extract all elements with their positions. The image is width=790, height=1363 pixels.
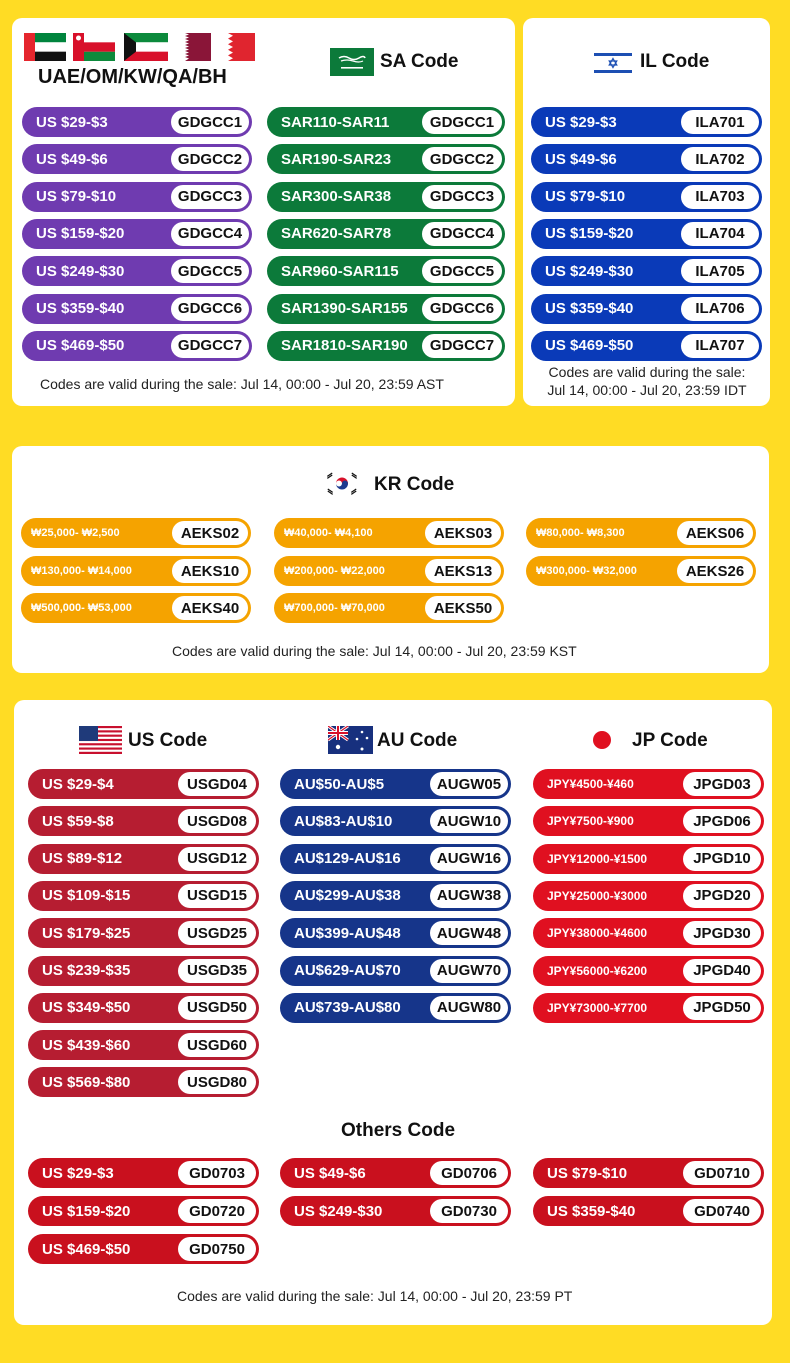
kr-coupon-code[interactable]: AEKS10 (172, 559, 248, 583)
gulf-coupon-code[interactable]: GDGCC1 (171, 110, 249, 134)
us-coupon-amount: US $179-$25 (42, 924, 131, 942)
gulf-coupon-amount: US $29-$3 (36, 113, 108, 131)
gulf-coupon-amount: US $359-$40 (36, 300, 125, 317)
gulf-coupon-code[interactable]: GDGCC4 (171, 222, 249, 246)
il-coupon-pill[interactable] (531, 144, 762, 174)
il-coupon-amount: US $29-$3 (545, 113, 617, 131)
sa-coupon-pill[interactable] (267, 294, 505, 324)
au-coupon-code[interactable]: AUGW05 (430, 772, 508, 796)
jp-coupon-pill[interactable] (533, 956, 764, 986)
bahrain-flag-icon (219, 33, 255, 61)
il-coupon-code[interactable]: ILA705 (681, 259, 759, 283)
us-coupon-pill[interactable] (28, 769, 259, 799)
us-coupon-code[interactable]: USGD08 (178, 809, 256, 833)
others-coupon-code[interactable]: GD0703 (178, 1161, 256, 1185)
us-coupon-code[interactable]: USGD04 (178, 772, 256, 796)
kr-coupon-pill[interactable] (274, 593, 504, 623)
il-validity-note (530, 363, 764, 399)
others-coupon-pill[interactable] (280, 1196, 511, 1226)
us-coupon-code[interactable]: USGD15 (178, 884, 256, 908)
us-coupon-pill[interactable] (28, 881, 259, 911)
kr-coupon-pill[interactable] (526, 518, 756, 548)
jp-coupon-pill[interactable] (533, 918, 764, 948)
us-coupon-pill[interactable] (28, 956, 259, 986)
il-coupon-pill[interactable] (531, 182, 762, 212)
il-coupon-amount: US $469-$50 (545, 337, 634, 355)
others-coupon-amount: US $49-$6 (294, 1164, 366, 1182)
sa-coupon-pill[interactable] (267, 182, 505, 212)
gulf-coupon-code[interactable]: GDGCC7 (171, 334, 249, 358)
kr-coupon-pill[interactable] (21, 593, 251, 623)
others-coupon-amount: US $359-$40 (547, 1202, 636, 1220)
others-coupon-pill[interactable] (533, 1196, 764, 1226)
sa-coupon-amount: SAR960-SAR115 (281, 262, 399, 280)
kr-coupon-amount: ₩130,000- ₩14,000 (31, 565, 132, 577)
japan-flag-icon (592, 730, 612, 750)
jp-coupon-code[interactable]: JPGD03 (683, 772, 761, 796)
kr-coupon-amount: ₩40,000- ₩4,100 (284, 527, 373, 539)
others-coupon-pill[interactable] (28, 1196, 259, 1226)
gulf-coupon-amount: US $249-$30 (36, 262, 125, 280)
jp-coupon-amount: JPY¥73000-¥7700 (547, 1000, 648, 1015)
others-coupon-pill[interactable] (533, 1158, 764, 1188)
jp-coupon-code[interactable]: JPGD50 (683, 996, 761, 1020)
kr-coupon-pill[interactable] (274, 556, 504, 586)
jp-coupon-pill[interactable] (533, 844, 764, 874)
il-coupon-code[interactable]: ILA706 (681, 297, 759, 321)
au-coupon-pill[interactable] (280, 956, 511, 986)
us-coupon-amount: US $239-$35 (42, 962, 131, 979)
il-coupon-pill[interactable] (531, 107, 762, 137)
il-coupon-code[interactable]: ILA704 (681, 222, 759, 246)
saudi-flag-icon (330, 48, 374, 76)
kr-coupon-amount: ₩700,000- ₩70,000 (284, 602, 385, 614)
il-coupon-code[interactable]: ILA703 (681, 185, 759, 209)
others-coupon-pill[interactable] (28, 1234, 259, 1264)
sa-coupon-code[interactable]: GDGCC7 (422, 334, 502, 358)
gulf-coupon-pill[interactable] (22, 182, 252, 212)
gulf-coupon-code[interactable]: GDGCC2 (171, 147, 249, 171)
gulf-coupon-amount: US $469-$50 (36, 337, 125, 355)
gulf-coupon-pill[interactable] (22, 256, 252, 286)
us-coupon-code[interactable]: USGD12 (178, 847, 256, 871)
au-coupon-pill[interactable] (280, 881, 511, 911)
jp-coupon-pill[interactable] (533, 881, 764, 911)
gulf-title: UAE/OM/KW/QA/BH (38, 66, 227, 88)
us-coupon-code[interactable]: USGD50 (178, 996, 256, 1020)
jp-coupon-code[interactable]: JPGD06 (683, 809, 761, 833)
il-coupon-amount: US $159-$20 (545, 225, 634, 243)
il-coupon-code[interactable]: ILA707 (681, 334, 759, 358)
korea-flag-icon (323, 470, 361, 497)
kr-coupon-code[interactable]: AEKS06 (677, 521, 753, 545)
others-coupon-code[interactable]: GD0720 (178, 1199, 256, 1223)
others-coupon-code[interactable]: GD0730 (430, 1199, 508, 1223)
us-coupon-code[interactable]: USGD60 (178, 1033, 256, 1057)
gulf-coupon-code[interactable]: GDGCC5 (171, 259, 249, 283)
il-coupon-pill[interactable] (531, 219, 762, 249)
uae-flag-icon (24, 33, 66, 61)
jp-coupon-amount: JPY¥25000-¥3000 (547, 888, 648, 903)
sa-coupon-amount: SAR190-SAR23 (281, 150, 392, 168)
sa-coupon-code[interactable]: GDGCC5 (422, 259, 502, 283)
us-validity-note: Codes are valid during the sale: Jul 14, 00:00 - Jul 20, 23:59 PT (177, 1288, 573, 1304)
sa-coupon-code[interactable]: GDGCC1 (422, 110, 502, 134)
us-coupon-amount: US $569-$80 (42, 1073, 131, 1091)
sa-coupon-code[interactable]: GDGCC2 (422, 147, 502, 171)
kr-coupon-code[interactable]: AEKS13 (425, 559, 501, 583)
us-coupon-amount: US $439-$60 (42, 1036, 131, 1054)
us-coupon-code[interactable]: USGD80 (178, 1070, 256, 1094)
gulf-coupon-pill[interactable] (22, 219, 252, 249)
us-coupon-amount: US $59-$8 (42, 812, 114, 830)
jp-coupon-amount: JPY¥38000-¥4600 (547, 926, 648, 941)
gulf-coupon-code[interactable]: GDGCC6 (171, 297, 249, 321)
jp-coupon-amount: JPY¥12000-¥1500 (547, 851, 648, 866)
au-coupon-code[interactable]: AUGW80 (430, 996, 508, 1020)
us-coupon-pill[interactable] (28, 1067, 259, 1097)
others-coupon-code[interactable]: GD0750 (178, 1237, 256, 1261)
us-coupon-pill[interactable] (28, 918, 259, 948)
kr-coupon-amount: ₩200,000- ₩22,000 (284, 565, 385, 577)
others-coupon-amount: US $159-$20 (42, 1202, 131, 1220)
kr-coupon-code[interactable]: AEKS26 (677, 559, 753, 583)
jp-coupon-code[interactable]: JPGD40 (683, 959, 761, 983)
kr-coupon-amount: ₩300,000- ₩32,000 (536, 565, 637, 577)
usa-flag-icon (79, 726, 122, 754)
others-coupon-code[interactable]: GD0740 (683, 1199, 761, 1223)
sa-coupon-pill[interactable] (267, 107, 505, 137)
jp-coupon-code[interactable]: JPGD10 (683, 847, 761, 871)
au-title: AU Code (377, 730, 458, 751)
others-coupon-amount: US $79-$10 (547, 1164, 628, 1182)
gulf-validity-note: Codes are valid during the sale: Jul 14, 00:00 - Jul 20, 23:59 AST (40, 376, 444, 392)
jp-coupon-amount: JPY¥7500-¥900 (547, 814, 634, 829)
us-coupon-pill[interactable] (28, 844, 259, 874)
il-coupon-amount: US $249-$30 (545, 262, 634, 280)
au-coupon-pill[interactable] (280, 806, 511, 836)
others-coupon-code[interactable]: GD0706 (430, 1161, 508, 1185)
sa-coupon-code[interactable]: GDGCC4 (422, 222, 502, 246)
au-coupon-amount: AU$299-AU$38 (294, 887, 401, 905)
kr-coupon-pill[interactable] (21, 556, 251, 586)
jp-coupon-code[interactable]: JPGD30 (683, 921, 761, 945)
jp-title: JP Code (632, 730, 708, 751)
kr-coupon-pill[interactable] (21, 518, 251, 548)
us-coupon-code[interactable]: USGD25 (178, 921, 256, 945)
au-coupon-amount: AU$399-AU$48 (294, 924, 401, 942)
jp-coupon-amount: JPY¥4500-¥460 (547, 777, 634, 791)
au-coupon-code[interactable]: AUGW70 (430, 959, 508, 983)
kr-coupon-amount: ₩25,000- ₩2,500 (31, 527, 120, 539)
il-coupon-amount: US $79-$10 (545, 188, 626, 206)
il-coupon-pill[interactable] (531, 294, 762, 324)
au-coupon-pill[interactable] (280, 844, 511, 874)
kr-coupon-pill[interactable] (274, 518, 504, 548)
kr-coupon-code[interactable]: AEKS40 (172, 596, 248, 620)
kr-coupon-code[interactable]: AEKS02 (172, 521, 248, 545)
au-coupon-amount: AU$629-AU$70 (294, 962, 401, 979)
sa-coupon-pill[interactable] (267, 256, 505, 286)
jp-coupon-amount: JPY¥56000-¥6200 (547, 963, 648, 978)
sa-title: SA Code (380, 51, 459, 72)
au-coupon-code[interactable]: AUGW16 (430, 847, 508, 871)
gulf-coupon-pill[interactable] (22, 144, 252, 174)
au-coupon-code[interactable]: AUGW10 (430, 809, 508, 833)
sa-coupon-code[interactable]: GDGCC6 (422, 297, 502, 321)
others-coupon-amount: US $29-$3 (42, 1164, 114, 1182)
gulf-coupon-pill[interactable] (22, 107, 252, 137)
il-coupon-code[interactable]: ILA702 (681, 147, 759, 171)
sa-coupon-amount: SAR300-SAR38 (281, 188, 392, 206)
au-coupon-pill[interactable] (280, 918, 511, 948)
us-coupon-amount: US $29-$4 (42, 775, 114, 793)
jp-coupon-code[interactable]: JPGD20 (683, 884, 761, 908)
il-coupon-pill[interactable] (531, 331, 762, 361)
sa-coupon-pill[interactable] (267, 331, 505, 361)
il-note-line1: Codes are valid during the sale: (548, 364, 746, 380)
us-coupon-pill[interactable] (28, 806, 259, 836)
israel-flag-icon (594, 50, 632, 76)
jp-coupon-pill[interactable] (533, 993, 764, 1023)
gulf-coupon-amount: US $49-$6 (36, 150, 108, 168)
kr-validity-note: Codes are valid during the sale: Jul 14, 00:00 - Jul 20, 23:59 KST (172, 643, 577, 659)
kr-coupon-amount: ₩500,000- ₩53,000 (31, 602, 132, 614)
sa-coupon-pill[interactable] (267, 144, 505, 174)
others-title: Others Code (341, 1120, 456, 1141)
kr-coupon-code[interactable]: AEKS50 (425, 596, 501, 620)
kr-coupon-amount: ₩80,000- ₩8,300 (536, 527, 625, 539)
gulf-coupon-pill[interactable] (22, 294, 252, 324)
jp-coupon-pill[interactable] (533, 769, 764, 799)
sa-coupon-amount: SAR620-SAR78 (281, 225, 392, 243)
others-coupon-amount: US $249-$30 (294, 1202, 383, 1220)
au-coupon-amount: AU$129-AU$16 (294, 850, 401, 868)
australia-flag-icon (328, 726, 373, 754)
il-coupon-pill[interactable] (531, 256, 762, 286)
kr-coupon-code[interactable]: AEKS03 (425, 521, 501, 545)
il-coupon-amount: US $359-$40 (545, 300, 634, 317)
au-coupon-amount: AU$83-AU$10 (294, 812, 393, 830)
sa-coupon-pill[interactable] (267, 219, 505, 249)
au-coupon-amount: AU$50-AU$5 (294, 775, 385, 793)
il-coupon-amount: US $49-$6 (545, 150, 617, 168)
au-coupon-pill[interactable] (280, 993, 511, 1023)
au-coupon-amount: AU$739-AU$80 (294, 999, 401, 1017)
sa-coupon-code[interactable]: GDGCC3 (422, 185, 502, 209)
others-coupon-pill[interactable] (28, 1158, 259, 1188)
gulf-coupon-code[interactable]: GDGCC3 (171, 185, 249, 209)
us-coupon-amount: US $109-$15 (42, 887, 131, 905)
il-note-line2: Jul 14, 00:00 - Jul 20, 23:59 IDT (547, 382, 747, 398)
sa-coupon-amount: SAR110-SAR11 (281, 113, 390, 131)
us-coupon-amount: US $349-$50 (42, 999, 131, 1017)
il-coupon-code[interactable]: ILA701 (681, 110, 759, 134)
us-coupon-pill[interactable] (28, 1030, 259, 1060)
others-coupon-code[interactable]: GD0710 (683, 1161, 761, 1185)
sa-coupon-amount: SAR1810-SAR190 (281, 337, 408, 355)
kuwait-flag-icon (124, 33, 168, 61)
us-coupon-code[interactable]: USGD35 (178, 959, 256, 983)
us-title: US Code (128, 730, 208, 751)
oman-flag-icon (73, 33, 115, 61)
others-coupon-amount: US $469-$50 (42, 1240, 131, 1258)
au-coupon-code[interactable]: AUGW48 (430, 921, 508, 945)
au-coupon-code[interactable]: AUGW38 (430, 884, 508, 908)
jp-coupon-pill[interactable] (533, 806, 764, 836)
kr-title: KR Code (374, 474, 455, 495)
qatar-flag-icon (175, 33, 211, 61)
others-coupon-pill[interactable] (280, 1158, 511, 1188)
gulf-coupon-amount: US $79-$10 (36, 188, 117, 206)
gulf-coupon-amount: US $159-$20 (36, 225, 125, 243)
kr-coupon-pill[interactable] (526, 556, 756, 586)
gulf-coupon-pill[interactable] (22, 331, 252, 361)
sa-coupon-amount: SAR1390-SAR155 (281, 300, 408, 317)
us-coupon-pill[interactable] (28, 993, 259, 1023)
il-title: IL Code (640, 51, 710, 72)
us-coupon-amount: US $89-$12 (42, 850, 123, 868)
au-coupon-pill[interactable] (280, 769, 511, 799)
